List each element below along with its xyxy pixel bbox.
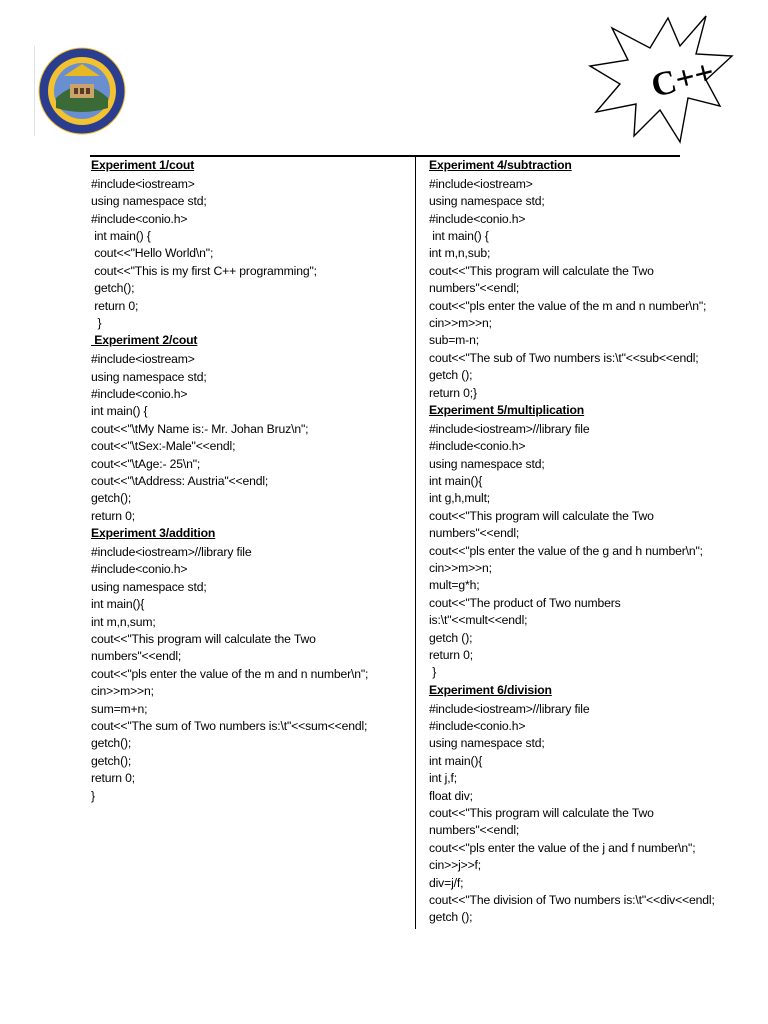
- code-line: #include<conio.h>: [429, 439, 526, 454]
- code-line: numbers"<<endl;: [91, 649, 182, 664]
- experiment-title: Experiment 5/multiplication: [429, 402, 585, 417]
- code-line: int main(){: [91, 597, 145, 612]
- code-line: getch ();: [429, 368, 473, 383]
- code-line: cin>>m>>n;: [429, 560, 492, 575]
- code-line: int g,h,mult;: [429, 491, 491, 506]
- code-line: cin>>j>>f;: [429, 858, 482, 873]
- code-line: using namespace std;: [429, 456, 545, 471]
- code-line: return 0;: [91, 771, 136, 786]
- experiment-title: Experiment 4/subtraction: [429, 158, 572, 172]
- code-line: using namespace std;: [429, 736, 545, 751]
- code-line: }: [91, 316, 102, 331]
- code-line: numbers"<<endl;: [429, 526, 520, 541]
- code-line: }: [91, 788, 95, 803]
- code-line: numbers"<<endl;: [429, 281, 520, 296]
- code-line: return 0;: [429, 647, 474, 662]
- code-line: #include<conio.h>: [91, 211, 188, 226]
- code-line: div=j/f;: [429, 875, 464, 890]
- code-line: int main() {: [429, 229, 489, 244]
- code-line: is:\t"<<mult<<endl;: [429, 613, 528, 628]
- experiment-title: Experiment 6/division: [429, 682, 552, 697]
- code-line: #include<iostream>//library file: [429, 421, 590, 436]
- code-line: }: [429, 665, 437, 680]
- code-line: int main(){: [429, 753, 483, 768]
- code-line: cout<<"pls enter the value of the j and f number\n";: [429, 840, 696, 855]
- code-line: #include<iostream>: [429, 176, 533, 191]
- column-divider: [415, 157, 416, 929]
- code-line: using namespace std;: [91, 194, 207, 209]
- code-line: mult=g*h;: [429, 578, 480, 593]
- code-line: #include<conio.h>: [429, 211, 526, 226]
- code-line: cout<<"This program will calculate the Two: [429, 805, 654, 820]
- code-line: #include<iostream>//library file: [429, 701, 590, 716]
- code-line: cout<<"\tAge:- 25\n";: [91, 456, 201, 471]
- code-line: getch();: [91, 281, 135, 296]
- code-line: getch();: [91, 736, 132, 751]
- code-line: cout<<"pls enter the value of the m and n number\n";: [91, 666, 369, 681]
- code-line: int main() {: [91, 229, 151, 244]
- code-line: #include<conio.h>: [91, 562, 188, 577]
- code-line: #include<conio.h>: [429, 719, 526, 733]
- code-line: cout<<"The division of Two numbers is:\t"<<div<<endl;: [429, 892, 715, 907]
- code-line: cout<<"The sub of Two numbers is:\t"<<sub<<endl;: [429, 350, 699, 365]
- code-line: getch ();: [429, 910, 473, 925]
- experiment-title: Experiment 3/addition: [91, 526, 216, 541]
- code-line: sum=m+n;: [91, 701, 148, 716]
- code-line: sub=m-n;: [429, 333, 479, 348]
- experiment-title: Experiment 1/cout: [91, 158, 195, 172]
- code-line: cout<<"The product of Two numbers: [429, 595, 621, 610]
- code-line: return 0;: [91, 298, 139, 313]
- code-line: cin>>m>>n;: [91, 684, 154, 699]
- code-line: float div;: [429, 788, 473, 803]
- cpp-starburst-badge: [588, 14, 734, 150]
- code-line: #include<conio.h>: [91, 387, 188, 402]
- code-line: cout<<"pls enter the value of the g and h number\n";: [429, 543, 703, 558]
- code-line: cout<<"\tAddress: Austria"<<endl;: [91, 474, 269, 489]
- code-line: int m,n,sum;: [91, 614, 156, 629]
- code-line: int j,f;: [429, 771, 457, 786]
- code-line: cout<<"This is my first C++ programming";: [91, 263, 317, 278]
- code-line: cout<<"\tSex:-Male"<<endl;: [91, 439, 236, 454]
- cpp-badge-text: C++: [647, 53, 718, 105]
- code-line: cout<<"This program will calculate the Two: [91, 632, 316, 647]
- code-line: cout<<"This program will calculate the Two: [429, 508, 654, 523]
- code-line: getch ();: [429, 630, 473, 645]
- university-logo: [34, 46, 130, 136]
- code-line: cout<<"Hello World\n";: [91, 246, 214, 261]
- code-line: numbers"<<endl;: [429, 823, 520, 838]
- code-line: return 0;: [91, 508, 136, 523]
- code-line: #include<iostream>: [91, 352, 195, 367]
- code-line: cout<<"pls enter the value of the m and n number\n";: [429, 298, 707, 313]
- code-line: cout<<"This program will calculate the Two: [429, 263, 654, 278]
- code-line: int main() {: [91, 404, 148, 419]
- code-line: #include<iostream>//library file: [91, 545, 252, 560]
- code-line: #include<iostream>: [91, 176, 195, 191]
- code-line: cout<<"\tMy Name is:- Mr. Johan Bruz\n";: [91, 421, 309, 436]
- left-column: [91, 157, 411, 805]
- code-line: using namespace std;: [429, 194, 545, 209]
- code-line: getch();: [91, 491, 132, 506]
- code-line: cout<<"The sum of Two numbers is:\t"<<sum<<endl;: [91, 719, 368, 733]
- code-line: using namespace std;: [91, 579, 207, 594]
- right-column: [429, 157, 749, 927]
- code-line: int main(){: [429, 474, 483, 489]
- code-line: getch();: [91, 753, 132, 768]
- code-line: int m,n,sub;: [429, 246, 491, 261]
- experiment-title: Experiment 2/cout: [91, 333, 198, 348]
- code-line: cin>>m>>n;: [429, 316, 492, 331]
- code-line: return 0;}: [429, 385, 477, 400]
- code-line: using namespace std;: [91, 369, 207, 384]
